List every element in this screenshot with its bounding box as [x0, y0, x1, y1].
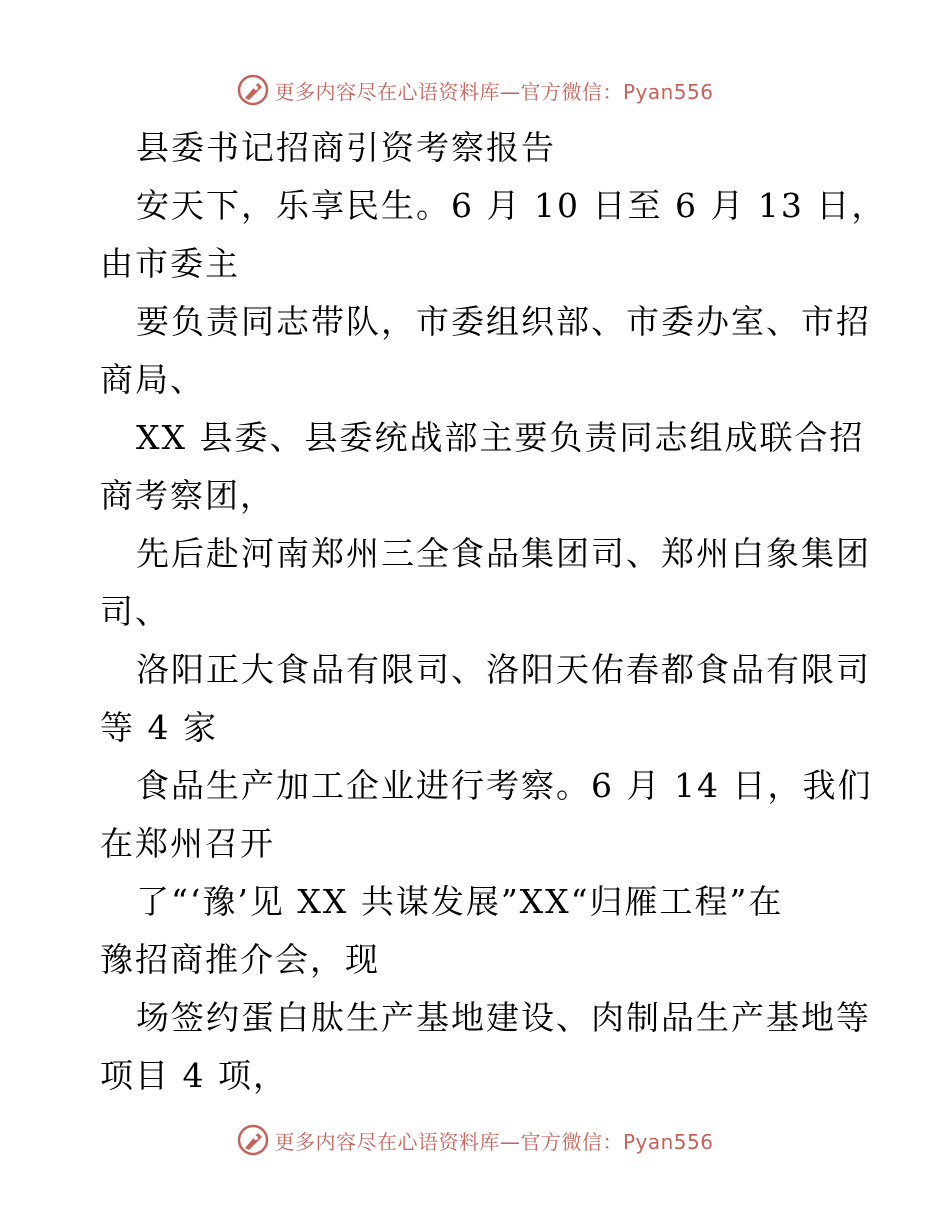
text-line: 要负责同志带队，市委组织部、市委办室、市招	[136, 302, 871, 341]
text-line: 先后赴河南郑州三全食品集团司、郑州白象集团	[136, 534, 871, 573]
pen-nib-logo-icon	[236, 1123, 270, 1157]
text-line: 由市委主	[100, 244, 240, 283]
banner-text: 更多内容尽在心语资料库—官方微信：Pyan556	[274, 79, 714, 104]
text-line: 洛阳正大食品有限司、洛阳天佑春都食品有限司	[136, 650, 871, 689]
text-line: 豫招商推介会，现	[100, 940, 380, 979]
text-line: 食品生产加工企业进行考察。6 月 14 日，我们	[136, 766, 873, 805]
text-line: 了“‘豫’见 XX 共谋发展”XX“归雁工程”在	[136, 882, 784, 921]
text-line: 司、	[100, 592, 170, 631]
text-line: 等 4 家	[100, 708, 218, 747]
banner-text: 更多内容尽在心语资料库—官方微信：Pyan556	[274, 1129, 714, 1154]
pen-nib-logo-icon	[236, 73, 270, 107]
text-line: 商局、	[100, 360, 205, 399]
document-title: 县委书记招商引资考察报告	[136, 128, 556, 167]
text-line: 场签约蛋白肽生产基地建设、肉制品生产基地等	[136, 998, 871, 1037]
text-line: 在郑州召开	[100, 824, 275, 863]
footer-banner	[0, 1120, 950, 1160]
header-banner	[0, 70, 950, 110]
text-line: 安天下，乐享民生。6 月 10 日至 6 月 13 日，	[136, 186, 887, 225]
text-line: 商考察团，	[100, 476, 275, 515]
text-line: 项目 4 项，	[100, 1056, 288, 1095]
text-line: XX 县委、县委统战部主要负责同志组成联合招	[136, 418, 865, 457]
